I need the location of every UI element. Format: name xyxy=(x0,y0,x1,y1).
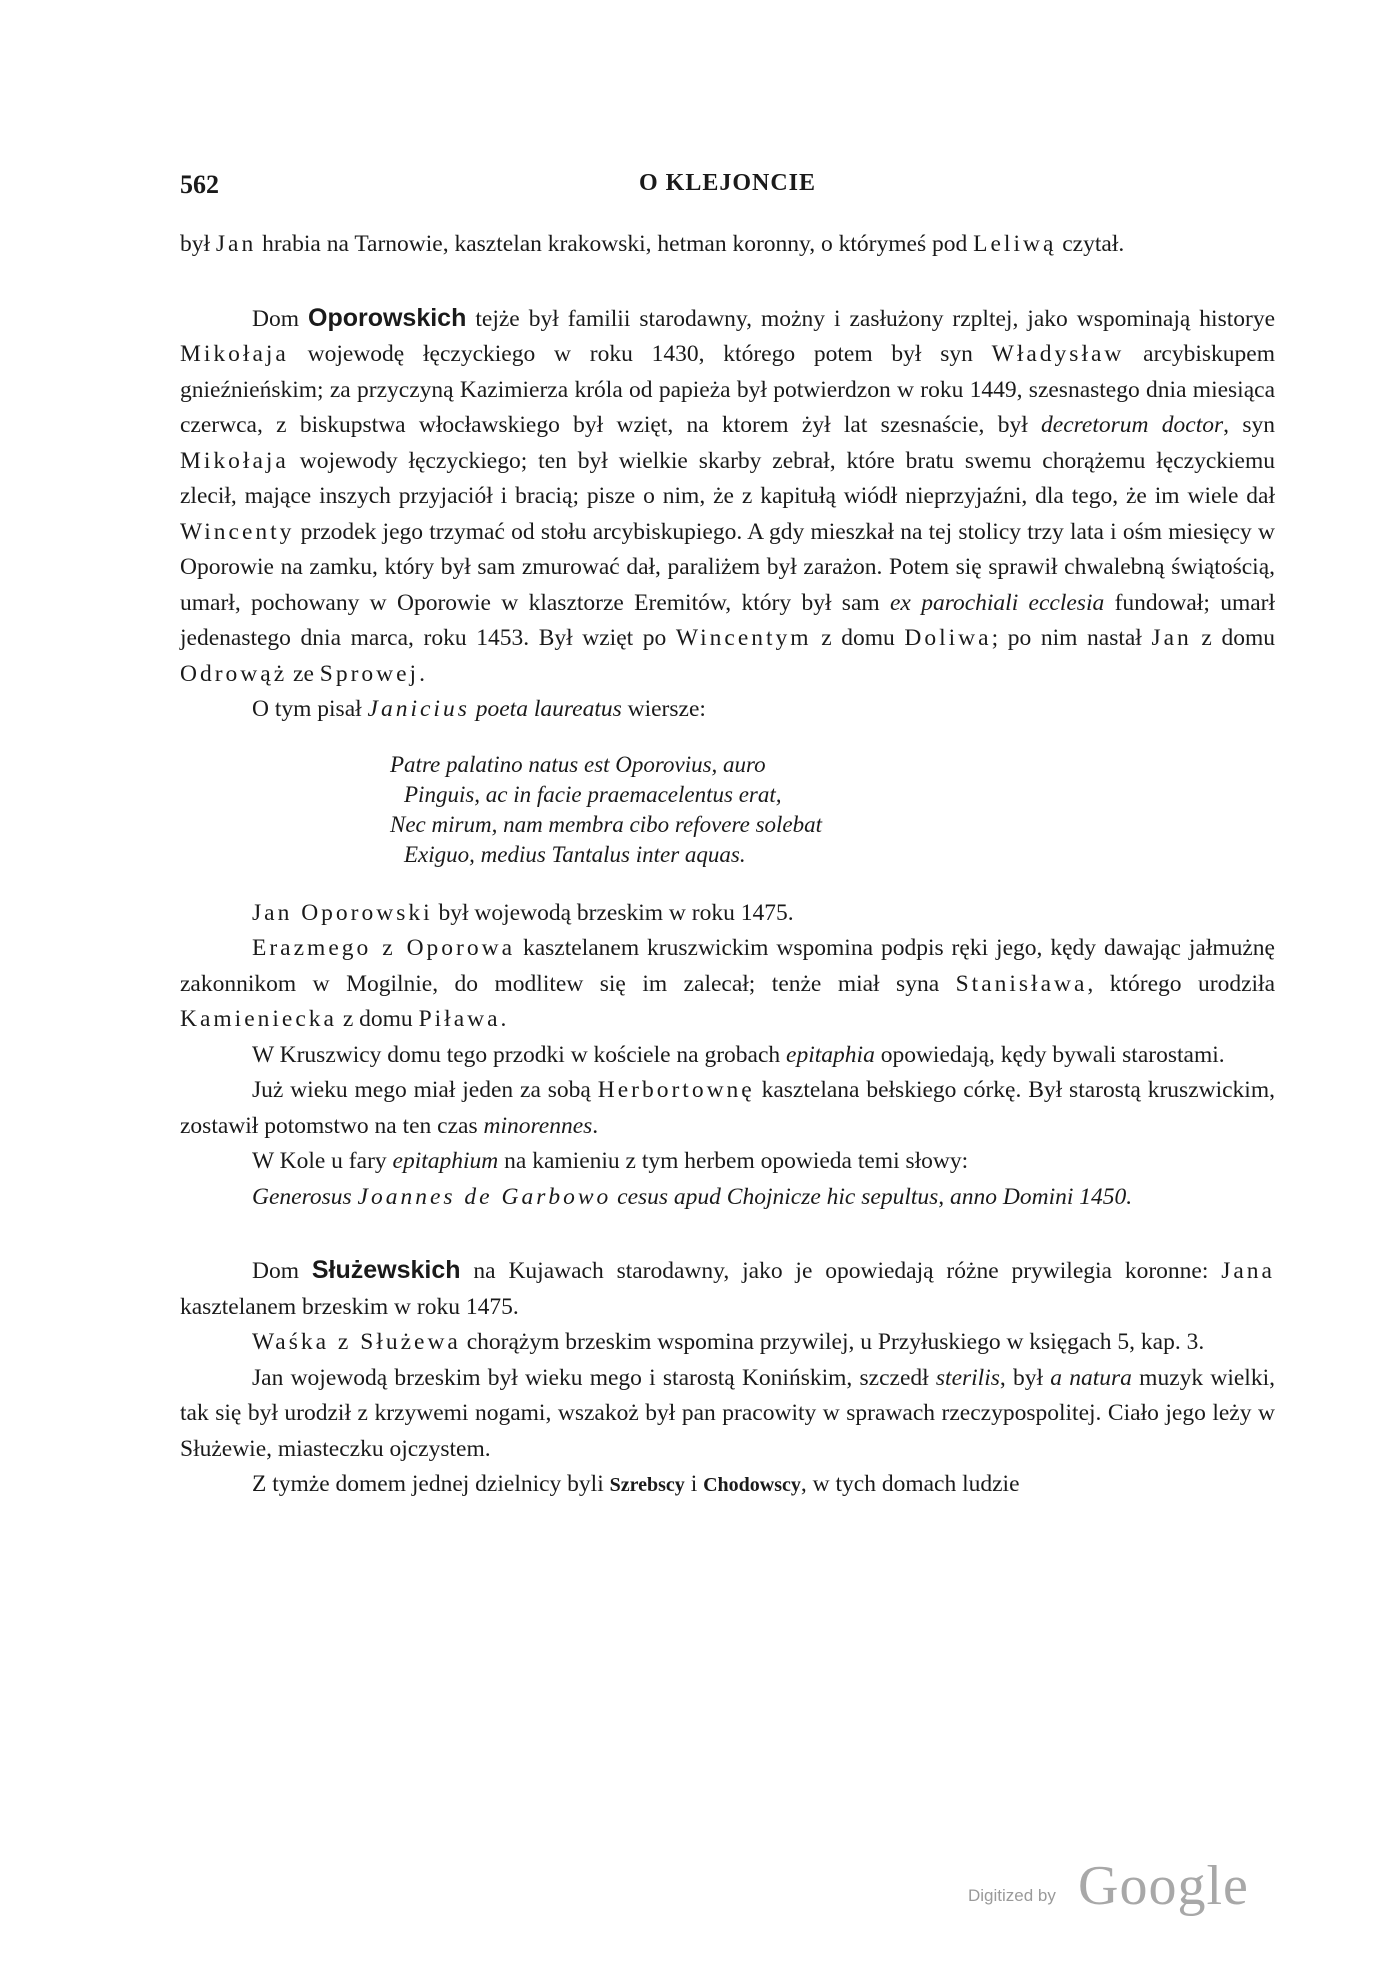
paragraph-kruszwica: W Kruszwicy domu tego przodki w kościele na grobach epitaphia opowiedają, kędy bywali starostami. xyxy=(252,1041,1225,1068)
page-body xyxy=(180,227,1275,1504)
verse-line: Nec mirum, nam membra cibo refovere solebat xyxy=(390,811,823,837)
verse-line: Exiguo, medius Tantalus inter aquas. xyxy=(404,841,746,867)
paragraph-oporowskich: Dom Oporowskich tejże był familii starodawny, możny i zasłużony rzpltej, jako wspominają historye Mikołaja wojewodę łęczyckiego w roku 1430, którego potem był syn Władysław arcybiskupem gnieźnieńskim; za przyczyną Kazimierza króla od papieża był potwierdzon w roku 1449, szesnastego dnia miesiąca czerwca, z biskupstwa włocławskiego był wzięt, na ktorem żył lat szesnaście, był decretorum doctor, syn Mikołaja wojewody łęczyckiego; ten był wielkie skarby zebrał, które bratu swemu chorążemu łęczyckiemu zlecił, mające inszych przyjaciół i bracią; pisze o nim, że z kapitułą wiódł nieprzyjaźni, dla tego, że im wiele dał Wincenty przodek jego trzymać od stołu arcybiskupiego. A gdy mieszkał na tej stolicy trzy lata i ośm miesięcy w Oporowie na zamku, który był sam zmurować dał, paraliżem był zarażon. Potem się sprawił chwalebną świątością, umarł, pochowany w Oporowie w klasztorze Eremitów, który był sam ex parochiali ecclesia fundował; umarł jedenastego dnia marca, roku 1453. Był wzięt po Wincentym z domu Doliwa; po nim nastał Jan z domu Odrowąż ze Sprowej. xyxy=(180,303,1276,687)
paragraph-waska: Waśka z Służewa chorążym brzeskim wspomina przywilej, u Przyłuskiego w księgach 5, kap. 3. xyxy=(252,1329,1205,1355)
digitized-watermark xyxy=(968,1855,1249,1920)
digitized-label: Digitized by xyxy=(968,1886,1056,1905)
running-head: O KLEJONCIE xyxy=(638,170,817,196)
paragraph-dzielnica: Z tymże domem jednej dzielnicy byli Szrebscy i Chodowscy, w tych domach ludzie xyxy=(252,1471,1020,1497)
paragraph-1: był Jan hrabia na Tarnowie, kasztelan krakowski, hetman koronny, o którymeś pod Leliwą czytał. xyxy=(180,231,1125,257)
verse-line: Pinguis, ac in facie praemacelentus erat, xyxy=(404,781,782,807)
paragraph-sluzewskich: Dom Służewskich na Kujawach starodawny, jako je opowiedają różne prywilegia koronne: Jana kasztelanem brzeskim w roku 1475. xyxy=(180,1256,1275,1320)
google-logo: Google xyxy=(1078,1855,1249,1917)
house-name: Oporowskich xyxy=(308,303,467,332)
paragraph-kolo: W Kole u fary epitaphium na kamieniu z tym herbem opowieda temi słowy: xyxy=(252,1148,969,1174)
page-header xyxy=(180,170,1275,206)
page-number: 562 xyxy=(180,170,219,199)
paragraph-jan-oporowski: Jan Oporowski był wojewodą brzeskim w roku 1475. xyxy=(252,899,794,926)
paragraph-epitaph: Generosus Joannes de Garbowo cesus apud Chojnicze hic sepultus, anno Domini 1450. xyxy=(252,1183,1133,1210)
paragraph-janicius: O tym pisał Janicius poeta laureatus wiersze: xyxy=(252,696,706,722)
house-name: Służewskich xyxy=(311,1256,461,1284)
paragraph-erazm: Erazmego z Oporowa kasztelanem kruszwickim wspomina podpis ręki jego, kędy dawając jałmużnę zakonnikom w Mogilnie, do modlitew się im zalecał; tenże miał syna Stanisława, którego urodziła Kamieniecka z domu Piława. xyxy=(180,935,1275,1032)
verse-line: Patre palatino natus est Oporovius, auro xyxy=(390,751,766,777)
paragraph-jan-wojewoda: Jan wojewodą brzeskim był wieku mego i starostą Konińskim, szczedł sterilis, był a natura muzyk wielki, tak się był urodził z krzywemi nogami, wszakoż był pan pracowity w sprawach rzeczypospolitej. Ciało jego leży w Służewie, miasteczku ojczystem. xyxy=(180,1364,1275,1462)
latin-verse xyxy=(180,750,1275,870)
paragraph-herbortowna: Już wieku mego miał jeden za sobą Herbortownę kasztelana bełskiego córkę. Był starostą kruszwickim, zostawił potomstwo na ten czas minorennes. xyxy=(180,1077,1275,1139)
